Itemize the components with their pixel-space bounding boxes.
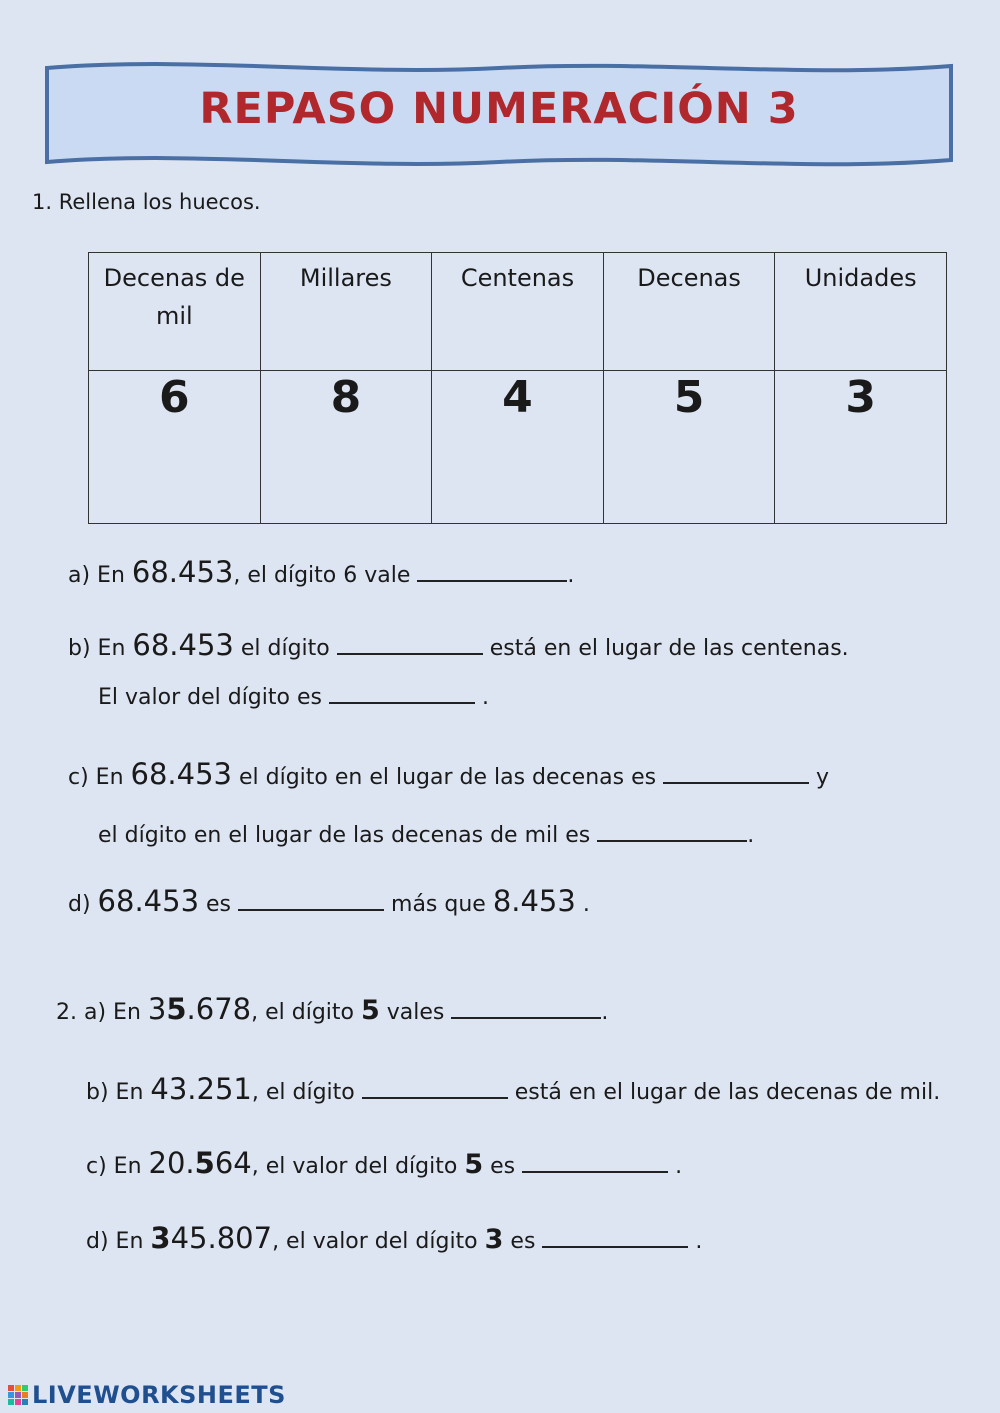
question-2d: d) En 345.807, el valor del dígito 3 es . [86, 1221, 703, 1255]
question-1b-line2: El valor del dígito es . [98, 680, 489, 710]
header-millares: Millares [260, 253, 432, 371]
logo-grid-icon [8, 1385, 28, 1405]
digit-cell: 4 [432, 371, 604, 524]
question-2b: b) En 43.251, el dígito está en el lugar de las decenas de mil. [86, 1072, 941, 1106]
answer-blank-2c[interactable] [522, 1149, 668, 1173]
question-2a: 2. a) En 35.678, el dígito 5 vales . [56, 992, 609, 1026]
question-1d: d) 68.453 es más que 8.453 . [68, 884, 590, 918]
table-digit-row [89, 371, 947, 524]
number: 68.453 [132, 628, 234, 662]
answer-blank-1a[interactable] [417, 558, 567, 582]
answer-blank-2b[interactable] [362, 1075, 508, 1099]
question-2c: c) En 20.564, el valor del dígito 5 es . [86, 1146, 683, 1180]
question-1b: b) En 68.453 el dígito está en el lugar de las centenas. [68, 628, 849, 662]
number: 8.453 [492, 884, 576, 918]
answer-blank-2a[interactable] [451, 995, 601, 1019]
answer-blank-1b-digit[interactable] [337, 631, 483, 655]
digit-cell: 3 [775, 371, 947, 524]
answer-blank-1b-value[interactable] [329, 680, 475, 704]
answer-blank-1d[interactable] [238, 887, 384, 911]
digit-cell: 5 [603, 371, 775, 524]
answer-blank-1c-decenas[interactable] [663, 760, 809, 784]
digit-cell: 8 [260, 371, 432, 524]
header-unidades: Unidades [775, 253, 947, 371]
liveworksheets-logo [8, 1382, 286, 1408]
place-value-table [88, 252, 947, 524]
answer-blank-1c-decenas-mil[interactable] [597, 818, 747, 842]
question-1-prompt: 1. Rellena los huecos. [32, 190, 261, 214]
table-header-row [89, 253, 947, 371]
number: 68.453 [131, 555, 234, 589]
number: 43.251 [150, 1072, 252, 1106]
header-centenas: Centenas [432, 253, 604, 371]
page-title: REPASO NUMERACIÓN 3 [199, 84, 799, 134]
digit-cell: 6 [89, 371, 261, 524]
highlight-digit: 3 [484, 1224, 504, 1255]
question-1c: c) En 68.453 el dígito en el lugar de las decenas es y [68, 757, 830, 791]
question-1c-line2: el dígito en el lugar de las decenas de mil es . [98, 818, 754, 848]
title-banner [44, 58, 954, 173]
highlight-digit: 5 [360, 995, 380, 1026]
highlight-digit: 5 [464, 1149, 484, 1180]
number: 68.453 [97, 884, 200, 918]
header-decenas: Decenas [603, 253, 775, 371]
header-decenas-de-mil: Decenas de mil [89, 253, 261, 371]
answer-blank-2d[interactable] [542, 1224, 688, 1248]
number: 68.453 [130, 757, 232, 791]
footer-brand: LIVEWORKSHEETS [32, 1381, 286, 1409]
question-1a: a) En 68.453, el dígito 6 vale . [68, 555, 575, 589]
